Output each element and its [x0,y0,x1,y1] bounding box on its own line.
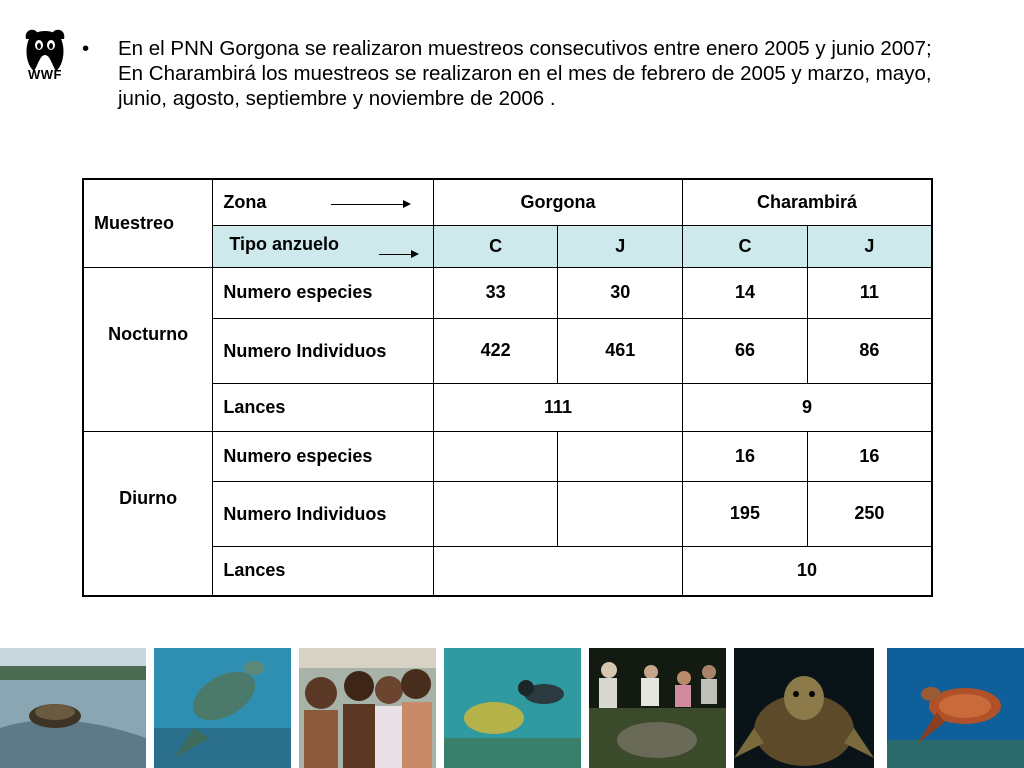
photo-children [299,648,436,768]
nocturno-individuos-label: Numero Individuos [213,318,433,383]
photo-sea-turtle [154,648,291,768]
diurno-lances-gorgona [433,546,682,596]
diurno-especies-gorgona-c [433,431,558,481]
nocturno-individuos-charambira-j: 86 [807,318,932,383]
nocturno-individuos-charambira-c: 66 [683,318,808,383]
charambira-j-header: J [807,225,932,267]
muestreo-header: Muestreo [83,179,213,267]
nocturno-especies-charambira-j: 11 [807,267,932,318]
nocturno-individuos-gorgona-c: 422 [433,318,558,383]
diurno-individuos-charambira-c: 195 [683,481,808,546]
tipo-anzuelo-arrow-icon [379,254,417,255]
sampling-table [82,178,933,597]
photo-diver-turtle [444,648,581,768]
nocturno-lances-label: Lances [213,383,433,431]
zona-label: Zona [223,192,267,212]
zona-arrow-icon [331,204,409,205]
gorgona-c-header: C [433,225,558,267]
charambira-header: Charambirá [683,179,932,225]
tipo-anzuelo-header [213,225,433,267]
nocturno-label: Nocturno [83,267,213,431]
diurno-lances-label: Lances [213,546,433,596]
photo-turtle-closeup [734,648,874,768]
wwf-logo-text: WWF [28,67,62,82]
diurno-individuos-label: Numero Individuos [213,481,433,546]
diurno-individuos-gorgona-j [558,481,683,546]
diurno-especies-charambira-j: 16 [807,431,932,481]
zona-header [213,179,433,225]
nocturno-especies-label: Numero especies [213,267,433,318]
diurno-especies-charambira-c: 16 [683,431,808,481]
diurno-label: Diurno [83,431,213,596]
photo-hawksbill-turtle [887,648,1024,768]
gorgona-j-header: J [558,225,683,267]
photo-turtle-beach [0,648,146,768]
charambira-c-header: C [683,225,808,267]
photo-strip [0,648,1024,768]
gorgona-header: Gorgona [433,179,682,225]
nocturno-lances-charambira: 9 [683,383,932,431]
diurno-lances-charambira: 10 [683,546,932,596]
nocturno-individuos-gorgona-j: 461 [558,318,683,383]
diurno-individuos-gorgona-c [433,481,558,546]
diurno-especies-label: Numero especies [213,431,433,481]
photo-night-nesting [589,648,726,768]
nocturno-especies-charambira-c: 14 [683,267,808,318]
diurno-especies-gorgona-j [558,431,683,481]
bullet-symbol: • [82,37,90,60]
bullet-paragraph [82,36,962,111]
diurno-individuos-charambira-j: 250 [807,481,932,546]
nocturno-especies-gorgona-c: 33 [433,267,558,318]
bullet-text: En el PNN Gorgona se realizaron muestreos consecutivos entre enero 2005 y junio 2007; En Charambirá los muestreos se realizaron en el mes de febrero de 2005 y marzo, mayo, junio, agosto, septiembre y noviembre de 2006 . [118,37,932,110]
nocturno-lances-gorgona: 111 [433,383,682,431]
tipo-anzuelo-label: Tipo anzuelo [229,233,340,254]
nocturno-especies-gorgona-j: 30 [558,267,683,318]
